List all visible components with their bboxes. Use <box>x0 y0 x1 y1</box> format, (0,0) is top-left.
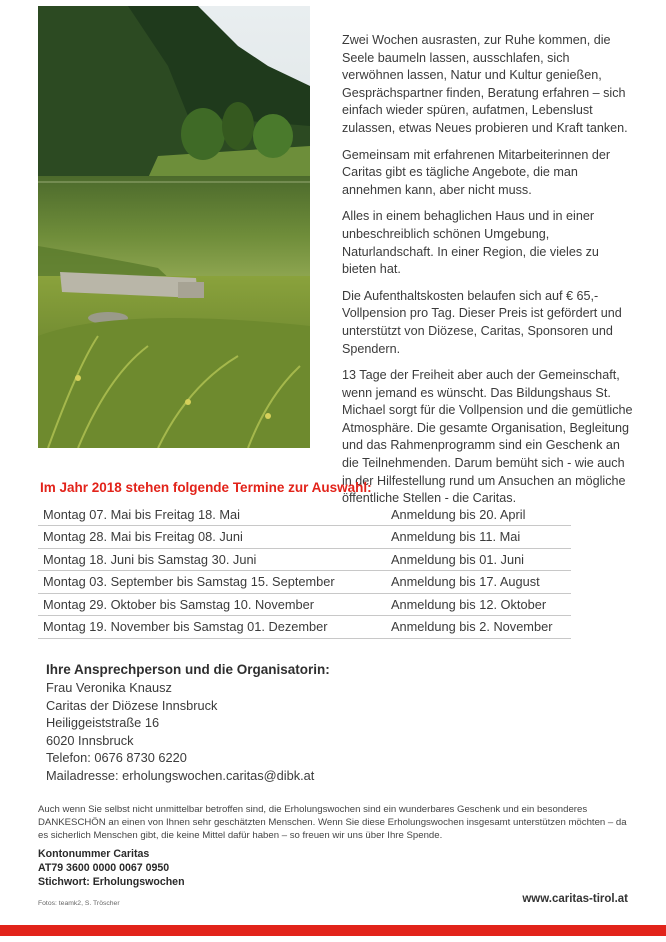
dates-table <box>38 503 571 639</box>
table-row <box>38 503 571 526</box>
intro-paragraph: 13 Tage der Freiheit aber auch der Gemeinschaft, wenn jemand es wünscht. Das Bildungshaus St. Michael sorgt für die Vollpension und die gemütliche Atmosphäre. Die gesamte Organisation, Begleitung und das Rahmenprogramm sind ein Geschenk an die Teilnehmenden. Darum bemüht sich - wie auch in der Hilfestellung rund um Ansuchen an mögliche öffentliche Stellen - die Caritas. <box>342 368 633 506</box>
registration-deadline: Anmeldung bis 17. August <box>391 571 571 594</box>
lake-photo <box>38 6 310 448</box>
date-period: Montag 18. Juni bis Samstag 30. Juni <box>38 548 391 571</box>
account-block <box>38 848 185 889</box>
intro-text <box>342 32 634 517</box>
contact-street: Heiliggeiststraße 16 <box>46 715 160 731</box>
registration-deadline: Anmeldung bis 11. Mai <box>391 526 571 549</box>
intro-paragraph: Alles in einem behaglichen Haus und in einer unbeschreiblich schönen Umgebung, Naturlandschaft. In einer Region, die vieles zu bieten hat. <box>342 209 599 277</box>
table-row <box>38 616 571 639</box>
photo-credits: Fotos: teamk2, S. Tröscher <box>38 900 120 907</box>
date-period: Montag 07. Mai bis Freitag 18. Mai <box>38 503 391 526</box>
date-period: Montag 28. Mai bis Freitag 08. Juni <box>38 526 391 549</box>
table-row <box>38 571 571 594</box>
intro-paragraph: Gemeinsam mit erfahrenen Mitarbeiterinnen der Caritas gibt es tägliche Angebote, die man annehmen kann, aber nicht muss. <box>342 147 611 197</box>
footer-red-bar <box>0 925 666 936</box>
donation-note: Auch wenn Sie selbst nicht unmittelbar betroffen sind, die Erholungswochen sind ein wunderbares Geschenk und ein besonderes DANKESCHÖN an einen von Ihnen sehr geschätzten Menschen. Wenn Sie diese Erholungswochen insgesamt unterstützen möchten – da es sicherlich Menschen gibt, die keine Mittel dafür haben – so freuen wir uns über Ihre Spende. <box>38 804 627 841</box>
intro-paragraph: Die Aufenthaltskosten belaufen sich auf € 65,- Vollpension pro Tag. Dieser Preis ist gefördert und unterstützt von Diözese, Caritas, Sponsoren und Spendern. <box>342 288 622 356</box>
contact-block <box>46 661 330 785</box>
table-row <box>38 526 571 549</box>
date-period: Montag 03. September bis Samstag 15. September <box>38 571 391 594</box>
registration-deadline: Anmeldung bis 12. Oktober <box>391 593 571 616</box>
date-period: Montag 29. Oktober bis Samstag 10. November <box>38 593 391 616</box>
registration-deadline: Anmeldung bis 2. November <box>391 616 571 639</box>
dates-heading: Im Jahr 2018 stehen folgende Termine zur Auswahl: <box>40 480 372 495</box>
account-iban: AT79 3600 0000 0067 0950 <box>38 861 170 874</box>
contact-organization: Caritas der Diözese Innsbruck <box>46 697 218 713</box>
contact-city: 6020 Innsbruck <box>46 732 134 748</box>
table-row <box>38 593 571 616</box>
contact-phone: Telefon: 0676 8730 6220 <box>46 750 187 766</box>
registration-deadline: Anmeldung bis 01. Juni <box>391 548 571 571</box>
contact-heading: Ihre Ansprechperson und die Organisatorin: <box>46 662 330 677</box>
contact-email: Mailadresse: erholungswochen.caritas@dibk.at <box>46 767 315 783</box>
account-label: Kontonummer Caritas <box>38 848 150 860</box>
date-period: Montag 19. November bis Samstag 01. Dezember <box>38 616 391 639</box>
account-keyword: Stichwort: Erholungswochen <box>38 875 185 888</box>
registration-deadline: Anmeldung bis 20. April <box>391 503 571 526</box>
website-link[interactable]: www.caritas-tirol.at <box>522 893 628 905</box>
contact-name: Frau Veronika Knausz <box>46 680 172 695</box>
intro-paragraph: Zwei Wochen ausrasten, zur Ruhe kommen, die Seele baumeln lassen, ausschlafen, sich verwöhnen lassen, Natur und Kultur genießen, Gesprächspartner finden, Beratung erfahren – sich einfach wieder spüren, aufatmen, Lebenslust zulassen, etwas Neues probieren und Kraft tanken. <box>342 33 628 135</box>
table-row <box>38 548 571 571</box>
